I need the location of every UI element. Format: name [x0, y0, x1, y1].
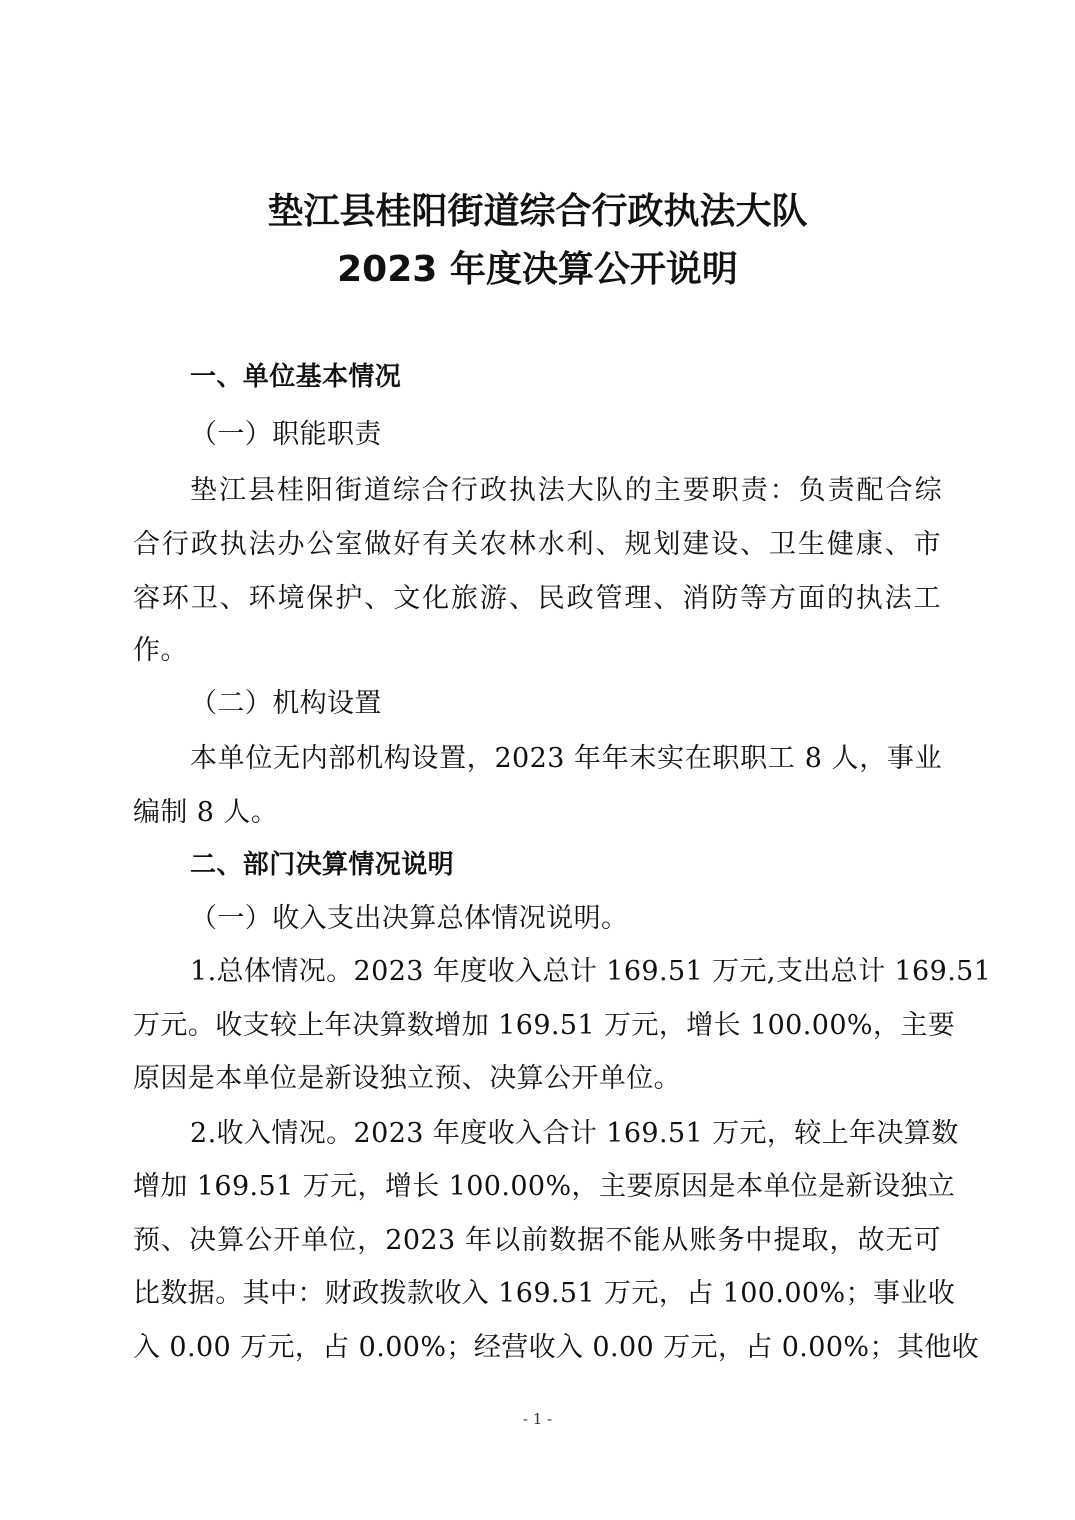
sub3-heading: （一）收入支出决算总体情况说明。: [190, 903, 629, 934]
section1-heading: 一、单位基本情况: [190, 362, 402, 392]
duties-line: 容环卫、环境保护、文化旅游、民政管理、消防等方面的执法工: [133, 583, 941, 614]
section2-heading: 二、部门决算情况说明: [190, 850, 455, 880]
income-line: 入 0.00 万元，占 0.00%；经营收入 0.00 万元，占 0.00%；其他收: [133, 1332, 980, 1363]
sub1-heading: （一）职能职责: [190, 419, 382, 450]
document-title-line2: 2023 年度决算公开说明: [337, 249, 738, 290]
income-line: 增加 169.51 万元，增长 100.00%，主要原因是本单位是新设独立: [133, 1171, 956, 1202]
duties-line: 作。: [133, 635, 188, 666]
income-line: 比数据。其中：财政拨款收入 169.51 万元，占 100.00%；事业收: [133, 1278, 956, 1309]
duties-line: 垫江县桂阳街道综合行政执法大队的主要职责：负责配合综: [190, 475, 942, 506]
income-line: 预、决算公开单位，2023 年以前数据不能从账务中提取，故无可: [133, 1225, 941, 1256]
page-number: - 1 -: [522, 1410, 553, 1428]
sub2-heading: （二）机构设置: [190, 688, 382, 719]
org-line: 编制 8 人。: [133, 797, 279, 828]
document-title-line1: 垫江县桂阳街道综合行政执法大队: [267, 191, 808, 232]
income-line: 2.收入情况。2023 年度收入合计 169.51 万元，较上年决算数: [190, 1118, 959, 1149]
overall-line: 原因是本单位是新设独立预、决算公开单位。: [133, 1063, 681, 1094]
duties-line: 合行政执法办公室做好有关农林水利、规划建设、卫生健康、市: [133, 529, 941, 560]
overall-line: 万元。收支较上年决算数增加 169.51 万元，增长 100.00%，主要: [133, 1010, 956, 1041]
org-line: 本单位无内部机构设置，2023 年年末实在职职工 8 人，事业: [190, 743, 942, 774]
overall-line: 1.总体情况。2023 年度收入总计 169.51 万元,支出总计 169.51: [190, 956, 992, 987]
